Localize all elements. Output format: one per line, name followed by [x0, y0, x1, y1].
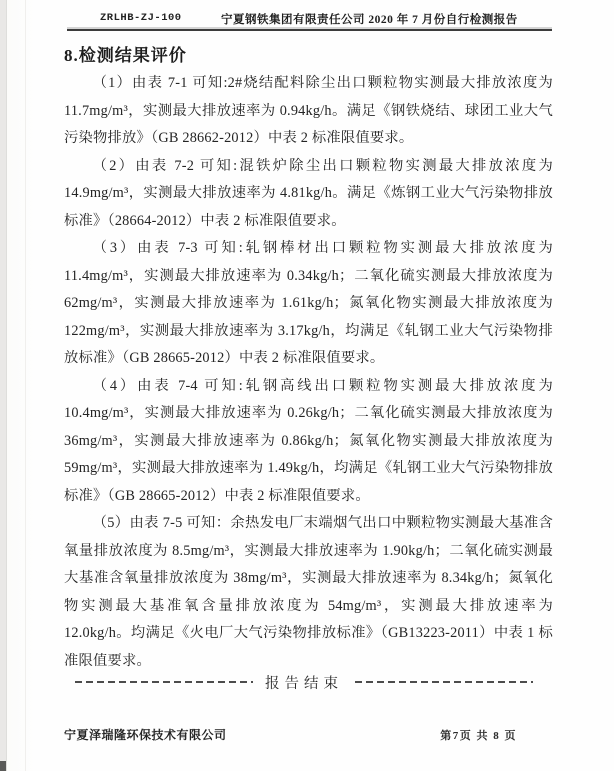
header-rule: [67, 29, 552, 31]
scan-fold-line: [25, 0, 26, 771]
divider-dash-left: [75, 681, 253, 683]
footer-page-number: 第7页 共 8 页: [440, 730, 517, 742]
report-body: [64, 70, 553, 675]
report-end-divider: [75, 672, 533, 692]
header-title: 宁夏钢铁集团有限责任公司 2020 年 7 月份自行检测报告: [221, 14, 518, 26]
report-end-label: 报告结束: [265, 675, 343, 692]
result-paragraph-3: （3）由表 7-3 可知:轧钢棒材出口颗粒物实测最大排放浓度为 11.4mg/m³，实测最大排放速率为 0.34kg/h；二氧化硫实测最大排放浓度为 62mg/m³，实测最大排放速率为 1.61kg/h；氮氧化物实测最大排放浓度为 122mg/m³，实测最大排放速率为 3.17kg/h，均满足《轧钢工业大气污染物排放标准》（GB 28665-2012）中表 2 标准限值要求。: [64, 240, 553, 366]
result-paragraph-2: （2）由表 7-2 可知:混铁炉除尘出口颗粒物实测最大排放浓度为 14.9mg/m³，实测最大排放速率为 4.81kg/h。满足《炼钢工业大气污染物排放标准》（28664-2012）中表 2 标准限值要求。: [64, 157, 553, 229]
result-paragraph-1: （1）由表 7-1 可知:2#烧结配料除尘出口颗粒物实测最大排放浓度为 11.7mg/m³，实测最大排放速率为 0.94kg/h。满足《钢铁烧结、球团工业大气污染物排放》（GB 28662-2012）中表 2 标准限值要求。: [64, 75, 553, 146]
scan-edge-artifact: [0, 0, 7, 771]
document-code: ZRLHB-ZJ-100: [100, 12, 182, 24]
result-paragraph-4: （4）由表 7-4 可知:轧钢高线出口颗粒物实测最大排放浓度为 10.4mg/m³，实测最大排放速率为 0.26kg/h；二氧化硫实测最大排放浓度为 36mg/m³，实测最大排放速率为 0.86kg/h；氮氧化物实测最大排放浓度为 59mg/m³，实测最大排放速率为 1.49kg/h，均满足《轧钢工业大气污染物排放标准》（GB 28665-2012）中表 2 标准限值要求。: [64, 377, 553, 504]
divider-dash-right: [355, 681, 533, 683]
page-footer: [64, 726, 517, 743]
section-title: 8.检测结果评价: [64, 46, 187, 65]
scan-corner-mark: [0, 761, 6, 771]
footer-company: 宁夏泽瑞隆环保技术有限公司: [64, 728, 227, 742]
result-paragraph-5: （5）由表 7-5 可知：余热发电厂末端烟气出口中颗粒物实测最大基准含氧量排放浓度为 8.5mg/m³，实测最大排放速率为 1.90kg/h；二氧化硫实测最大基准含氧量排放浓度为 38mg/m³，实测最大排放速率为 8.34kg/h；氮氧化物实测最大基准氧含量排放浓度为 54mg/m³，实测最大排放速率为 12.0kg/h。均满足《火电厂大气污染物排放标准》（GB13223-2011）中表 1 标准限值要求。: [64, 515, 553, 669]
